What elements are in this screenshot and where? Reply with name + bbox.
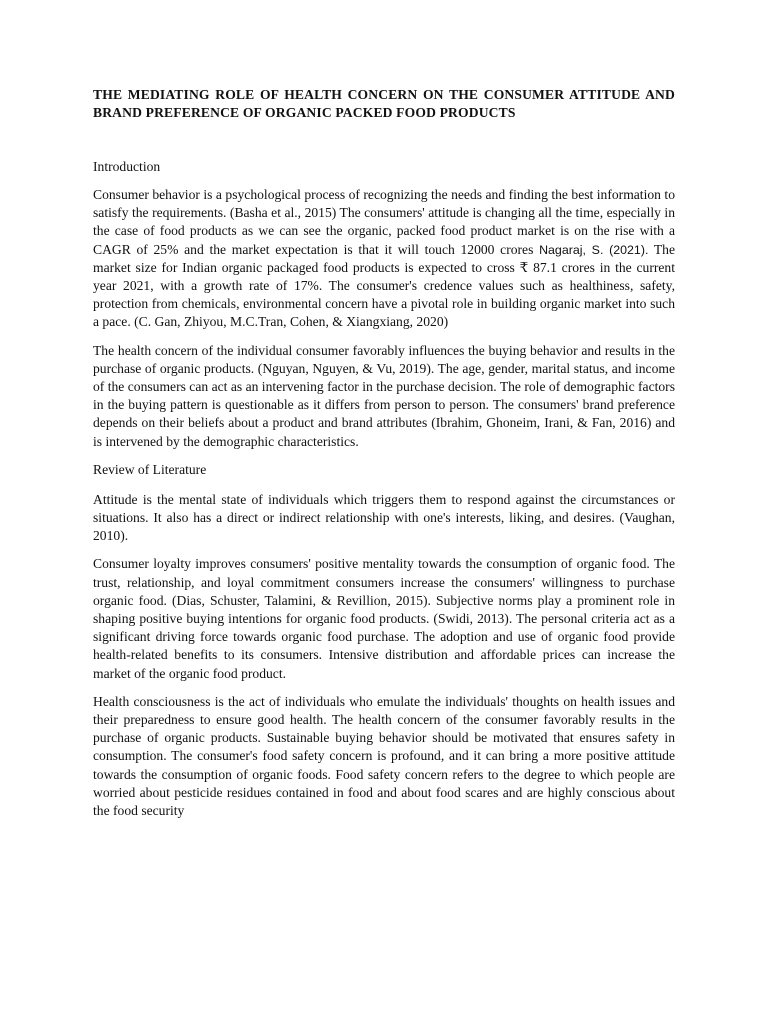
paragraph-review-1: Attitude is the mental state of individuals which triggers them to respond against the circumstances or situations. It also has a direct or indirect relationship with one's interests, liking, and desires. (Vaughan, 2010). (93, 491, 675, 544)
paragraph-text: Consumer behavior is a psychological process of recognizing the needs and finding the best information to satisfy the requirements. (Basha et al., 2015) The consumers' attitude is changing all the time, especially in the case of food products as we can see the organic, packed food product market is on the rise with a CAGR of 25% and the market expectation is that it will touch 12000 crores (93, 187, 675, 257)
paragraph-review-3: Health consciousness is the act of individuals who emulate the individuals' thoughts on health issues and their preparedness to ensure good health. The health concern of the consumer favorably results in the purchase of organic products. Sustainable buying behavior should be motivated that ensures safety in consumption. The consumer's food safety concern is profound, and it can bring a more positive attitude towards the consumption of organic foods. Food safety concern refers to the degree to which people are worried about pesticide residues contained in food and about food scares and are highly conscious about the food security (93, 693, 675, 819)
paragraph-review-2: Consumer loyalty improves consumers' positive mentality towards the consumption of organic food. The trust, relationship, and loyal commitment consumers increase the consumers' willingness to purchase organic food. (Dias, Schuster, Talamini, & Revillion, 2015). Subjective norms play a prominent role in shaping positive buying intentions for organic food products. (Swidi, 2013). The personal criteria act as a significant driving force towards organic food purchase. The adoption and use of organic food provide health-related benefits to its consumers. Intensive distribution and affordable prices can increase the market of the organic food product. (93, 556, 675, 681)
document-title: THE MEDIATING ROLE OF HEALTH CONCERN ON THE CONSUMER ATTITUDE AND BRAND PREFERENCE OF ORGANIC PACKED FOOD PRODUCTS (93, 87, 675, 120)
paragraph-introduction-2: The health concern of the individual consumer favorably influences the buying behavior and results in the purchase of organic products. (Nguyan, Nguyen, & Vu, 2019). The age, gender, marital status, and income of the consumers can act as an intervening factor in the purchase decision. The role of demographic factors in the buying pattern is questionable as it differs from person to person. The consumers' brand preference depends on their beliefs about a product and brand attributes (Ibrahim, Ghoneim, Irani, & Fan, 2016) and is intervened by the demographic characteristics. (93, 342, 675, 449)
citation-nagaraj: Nagaraj, S. (2021). (539, 242, 649, 257)
review-heading: Review of Literature (93, 461, 207, 477)
paragraph-text: The market size for Indian organic packaged food products is expected to cross ₹ 87.1 crores in the current year 2021, with a growth rate of 17%. The consumer's credence values such as healthiness, safety, protection from chemicals, environmental concern have a pivotal role in building organic market into such a pace. (C. Gan, Zhiyou, M.C.Tran, Cohen, & Xiangxiang, 2020) (93, 241, 676, 330)
introduction-heading: Introduction (93, 159, 161, 174)
paragraph-introduction-1 (93, 186, 675, 332)
